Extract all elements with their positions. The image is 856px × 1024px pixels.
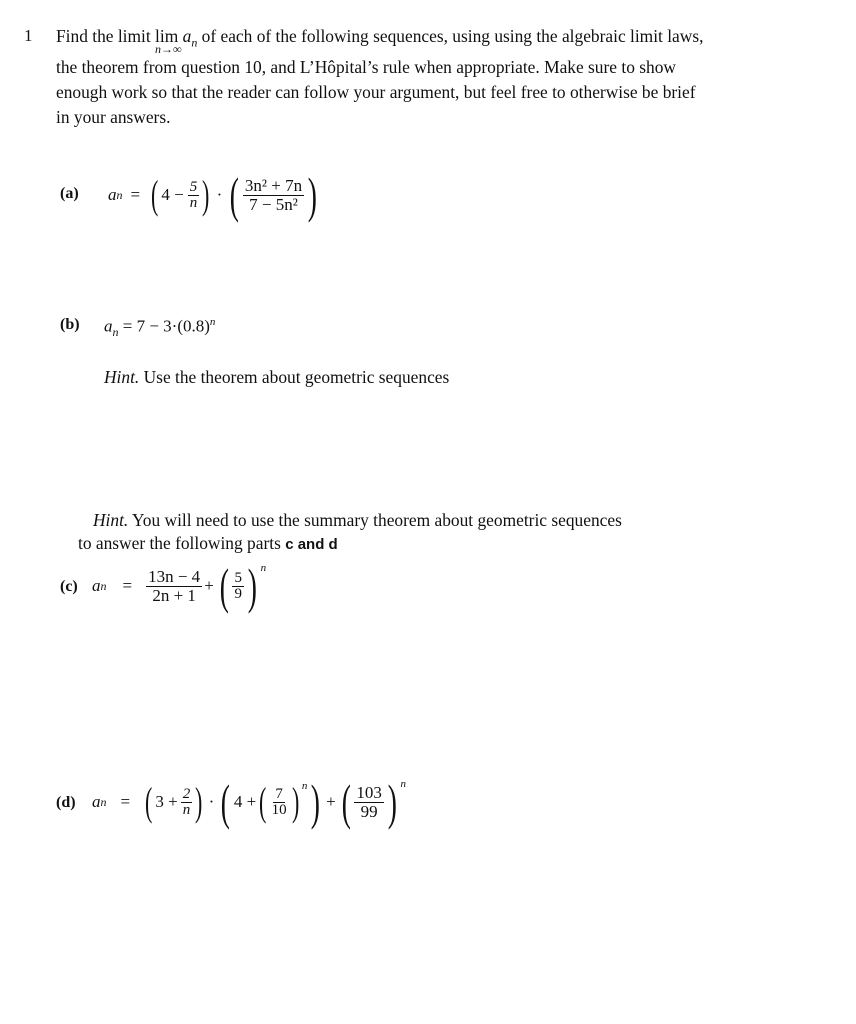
part-d-fraction-3: [354, 784, 384, 821]
fraction-denominator: 2n + 1: [152, 585, 196, 605]
part-c-label: (c): [60, 578, 78, 595]
part-c-fraction-1: [146, 568, 202, 605]
part-b-label: (b): [60, 316, 80, 333]
limit-expression: [155, 24, 182, 56]
part-d-lhs: a: [92, 792, 101, 811]
close-paren: ): [291, 779, 299, 824]
part-a-dot: ·: [216, 185, 223, 204]
fraction-numerator: 5: [234, 569, 242, 586]
close-paren: ): [307, 167, 318, 223]
open-paren: (: [145, 779, 153, 824]
close-paren: ): [387, 774, 397, 830]
part-d-four: 4 +: [233, 792, 257, 811]
part-d-exponent-2: n: [400, 778, 406, 790]
fraction-denominator: n: [189, 194, 198, 211]
intro-line-1-start: Find the limit: [56, 26, 156, 46]
intro-line-1-end: of each of the following sequences, using using the algebraic limit laws,: [197, 26, 704, 46]
fraction-denominator: n: [182, 801, 191, 818]
part-a-four: 4 −: [161, 185, 184, 204]
fraction-numerator: 103: [356, 782, 382, 802]
part-c-fraction-2: [232, 571, 244, 602]
intro-line-3: enough work so that the reader can follow your argument, but feel free to otherwise be brief: [56, 82, 696, 103]
fraction-denominator: 9: [234, 585, 242, 602]
part-a-fraction-2: [243, 177, 304, 214]
part-b-formula: [104, 316, 215, 340]
fraction-denominator: 10: [271, 801, 287, 818]
part-a-equals: =: [130, 185, 141, 204]
part-b-rhs: = 7 − 3·(0.8): [118, 316, 210, 336]
intro-line-1: [56, 24, 841, 55]
open-paren: (: [221, 774, 231, 830]
part-d-three: 3 +: [155, 792, 178, 811]
part-a-fraction-1: [188, 180, 200, 211]
open-paren: (: [230, 167, 240, 223]
close-paren: ): [247, 558, 257, 614]
open-paren: (: [341, 774, 351, 830]
hint-text: You will need to use the summary theorem about geometric sequences: [128, 510, 622, 530]
close-paren: ): [202, 172, 210, 217]
question-number: 1: [24, 26, 33, 45]
limit-subscript: n→∞: [155, 42, 182, 56]
fraction-denominator: 7 − 5n²: [249, 194, 298, 214]
fraction-numerator: 13n − 4: [148, 566, 201, 586]
open-paren: (: [151, 172, 159, 217]
part-d-formula: [92, 776, 406, 828]
hint-word: Hint.: [104, 367, 140, 387]
part-a-lhs-sub: n: [116, 187, 123, 202]
hint-parts-cd: c and d: [285, 536, 338, 553]
hint-text: to answer the following parts: [78, 533, 286, 553]
part-d-fraction-2: [270, 787, 289, 818]
limit-sequence: a: [182, 26, 192, 46]
fraction-denominator: 99: [360, 801, 378, 821]
open-paren: (: [259, 779, 267, 824]
limit-word: lim: [155, 26, 179, 46]
part-c-plus: +: [204, 576, 214, 595]
part-a-label: (a): [60, 185, 79, 202]
hint-text: Use the theorem about geometric sequences: [139, 367, 450, 387]
part-d-label: (d): [56, 794, 76, 811]
close-paren: ): [195, 779, 203, 824]
intro-line-4: in your answers.: [56, 107, 171, 128]
part-d-lhs-sub: n: [100, 794, 107, 809]
fraction-numerator: 7: [275, 785, 283, 802]
part-b-exponent: n: [209, 316, 216, 328]
part-c-equals: =: [122, 576, 133, 595]
part-d-fraction-1: [181, 787, 193, 818]
part-d-plus: +: [326, 792, 336, 811]
part-d-equals: =: [120, 792, 131, 811]
part-c-lhs-sub: n: [100, 578, 107, 593]
part-c-exponent: n: [260, 562, 267, 574]
limit-sequence-sub: n: [191, 35, 198, 50]
part-c-formula: [92, 560, 266, 612]
intro-line-2: the theorem from question 10, and L’Hôpital’s rule when appropriate. Make sure to show: [56, 57, 676, 78]
hint-cd-line-2: [78, 533, 338, 554]
part-c-lhs: a: [92, 576, 101, 595]
part-b-lhs-sub: n: [112, 325, 119, 340]
hint-cd-line-1: [93, 510, 622, 531]
fraction-numerator: 2: [182, 785, 191, 802]
fraction-numerator: 3n² + 7n: [244, 175, 303, 195]
open-paren: (: [219, 558, 229, 614]
close-paren: ): [311, 774, 321, 830]
part-b-hint: [104, 367, 449, 388]
problem-intro: [56, 24, 841, 130]
hint-word: Hint.: [93, 510, 129, 530]
fraction-numerator: 5: [189, 178, 198, 195]
part-d-dot: ·: [208, 792, 215, 811]
part-b-lhs: a: [104, 316, 113, 336]
part-a-formula: [108, 167, 321, 223]
part-a-lhs: a: [108, 185, 117, 204]
part-d-exponent-1: n: [301, 780, 308, 792]
